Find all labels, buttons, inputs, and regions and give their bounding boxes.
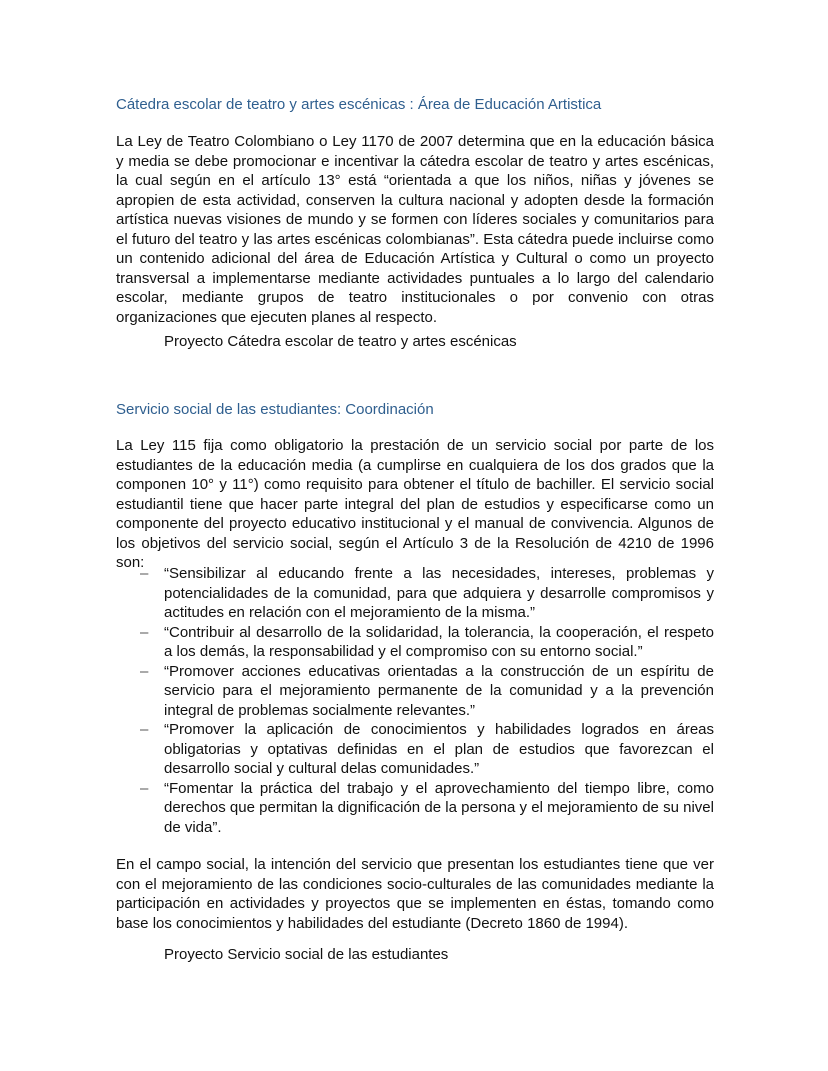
dash-bullet-icon: – <box>140 721 149 738</box>
dash-bullet-icon: – <box>140 565 149 582</box>
paragraph-ley-115: La Ley 115 fija como obligatorio la prestación de un servicio social por parte de los estudiantes de la educación media (a cumplirse en cualquiera de los dos grados que la componen 10° y 11°) como requisito para obtener el título de bachiller. El servicio social estudiantil tiene que hacer parte integral del plan de estudios y especificarse como un componente del proyecto educativo institucional y el manual de convivencia. Algunos de los objetivos del servicio social, según el Artículo 3 de la Resolución de 4210 de 1996 son: <box>116 437 714 571</box>
list-item <box>140 564 714 623</box>
paragraph-campo-social: En el campo social, la intención del servicio que presentan los estudiantes tiene que ver con el mejoramiento de las condiciones socio-culturales de las comunidades mediante la participación en actividades y proyectos que se implementen en éstas, tomando como base los conocimientos y habilidades del estudiante (Decreto 1860 de 1994). <box>116 856 714 932</box>
list-item <box>140 720 714 779</box>
objective-text: “Contribuir al desarrollo de la solidaridad, la tolerancia, la cooperación, el respeto a los demás, la responsabilidad y el compromiso con su entorno social.” <box>164 623 714 660</box>
paragraph-ley-teatro: La Ley de Teatro Colombiano o Ley 1170 de 2007 determina que en la educación básica y media se debe promocionar e incentivar la cátedra escolar de teatro y artes escénicas, la cual según en el artículo 13° está “orientada a que los niños, niñas y jóvenes se apropien de esta actividad, conserven la cultura nacional y adopten desde la formación artística nuevas visiones de mundo y se formen con líderes sociales y comunitarios para el futuro del teatro y las artes escénicas colombianas”. Esta cátedra puede incluirse como un contenido adicional del área de Educación Artística y Cultural o como un proyecto transversal a implementarse mediante actividades puntuales a lo largo del calendario escolar, mediante grupos de teatro institucionales o por convenio con otras organizaciones que ejecuten planes al respecto. <box>116 133 714 326</box>
dash-bullet-icon: – <box>140 662 149 680</box>
objective-text: “Fomentar la práctica del trabajo y el aprovechamiento del tiempo libre, como derechos que permitan la dignificación de la persona y el mejoramiento de su nivel de vida”. <box>164 779 714 836</box>
objective-text: “Promover la aplicación de conocimientos y habilidades logrados en áreas obligatorias y optativas definidas en el plan de estudios que favorezcan el desarrollo social y cultural delas comunidades.” <box>164 721 714 777</box>
list-item <box>140 623 714 662</box>
objective-text: “Promover acciones educativas orientadas a la construcción de un espíritu de servicio para el mejoramiento permanente de la comunidad y a la prevención integral de problemas socialmente relevantes.” <box>164 662 714 719</box>
list-item <box>140 662 714 721</box>
project-servicio-social-link[interactable]: Proyecto Servicio social de las estudiantes <box>164 946 449 963</box>
objectives-list <box>140 564 714 837</box>
dash-bullet-icon: – <box>140 779 149 797</box>
list-item <box>140 779 714 838</box>
objective-text: “Sensibilizar al educando frente a las necesidades, intereses, problemas y potencialidades de la comunidad, para que adquiera y desarrolle compromisos y actitudes en relación con el mejoramiento de la misma.” <box>164 565 714 621</box>
section-heading-servicio-social: Servicio social de las estudiantes: Coordinación <box>116 401 434 418</box>
dash-bullet-icon: – <box>140 623 149 641</box>
project-catedra-teatro-link[interactable]: Proyecto Cátedra escolar de teatro y artes escénicas <box>164 333 517 350</box>
section-heading-catedra-teatro: Cátedra escolar de teatro y artes escénicas : Área de Educación Artistica <box>116 96 602 113</box>
